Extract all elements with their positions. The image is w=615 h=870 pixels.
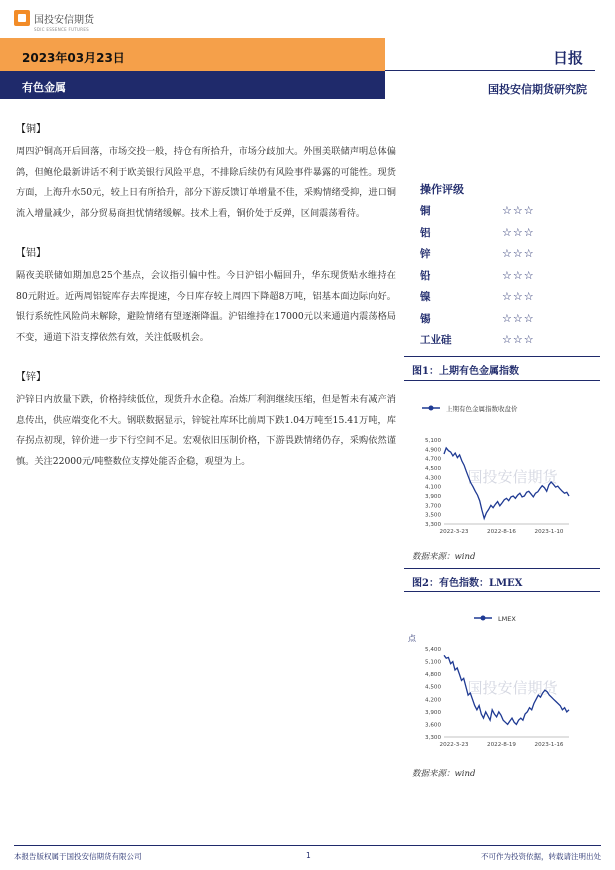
y-tick-label: 5,400 bbox=[424, 647, 441, 653]
watermark: 国投安信期货 bbox=[467, 468, 558, 486]
figure-2-source: 数据来源：wind bbox=[412, 769, 476, 779]
y-tick-label: 3,300 bbox=[424, 735, 441, 741]
figure-1-title: 图1：上期有色金属指数 bbox=[412, 366, 519, 377]
figure-divider bbox=[404, 380, 600, 381]
x-tick-label: 2023-1-16 bbox=[534, 742, 564, 748]
star-rating: ☆☆☆ bbox=[502, 268, 535, 282]
logo-text: 国投安信期货 bbox=[34, 14, 94, 26]
commentary bbox=[16, 120, 396, 492]
company-logo bbox=[14, 10, 94, 26]
section-heading: 【锌】 bbox=[16, 372, 46, 383]
y-tick-label: 4,800 bbox=[424, 672, 441, 679]
footer-disclaimer: 不可作为投资依据，转载请注明出处 bbox=[481, 852, 601, 861]
x-tick-label: 2022-3-23 bbox=[439, 742, 469, 748]
section-heading: 【铜】 bbox=[16, 124, 46, 135]
header-divider bbox=[385, 70, 595, 71]
legend-marker bbox=[429, 406, 434, 411]
watermark: 国投安信期货 bbox=[467, 679, 558, 697]
star-rating: ☆☆☆ bbox=[502, 247, 535, 261]
y-tick-label: 5,100 bbox=[424, 659, 441, 666]
figure-divider bbox=[404, 356, 600, 357]
section-text: 周四沪铜高开后回落，市场交投一般，持仓有所拾升，市场分歧加大。外围美联储声明总体偏鸽，但鲍伦最新讲话不利于欧美银行风险平息，不排除后续仍有风险事件暴露的可能性。现货方面，上海升水50元，较上日有所拾升，部分下游反馈订单增量不佳，采购情绪受抑，进口铜流入增量减少，部分贸易商担忧情绪缓解。技术上看，铜价处于反弹，区间震荡看待。 bbox=[16, 146, 396, 219]
star-rating: ☆☆☆ bbox=[502, 333, 535, 347]
figure-1-chart bbox=[404, 392, 594, 544]
section-heading: 【铝】 bbox=[16, 248, 46, 259]
section-text: 沪锌日内放量下跌，价格持续低位，现货升水企稳。冶炼厂利润继续压缩，但是暂未有减产消息传出，供应端变化不大。钢联数据显示，锌锭社库环比前周下跌1.04万吨至15.41万吨，库存拐点初现，锌价进一步下行空间不足。宏观依旧压制价格，下游畏跌情绪仍存，采购依然谨慎。关注22000元/吨整数位支撑处能否企稳，观望为上。 bbox=[16, 394, 396, 467]
rating-row-tin bbox=[420, 308, 570, 330]
logo-subtext: SDIC ESSENCE FUTURES bbox=[34, 27, 90, 32]
logo-mark-icon bbox=[14, 10, 30, 26]
report-type: 日报 bbox=[552, 49, 583, 67]
star-rating: ☆☆☆ bbox=[502, 204, 535, 218]
x-tick-label: 2022-3-23 bbox=[439, 529, 469, 535]
figure-2-title: 图2：有色指数：LMEX bbox=[412, 578, 523, 589]
legend-marker bbox=[481, 616, 486, 621]
metal-name: 锌 bbox=[420, 248, 431, 261]
star-rating: ☆☆☆ bbox=[502, 225, 535, 239]
rating-row-nickel bbox=[420, 286, 570, 308]
operations-title: 操作评级 bbox=[420, 183, 464, 196]
y-tick-label: 4,700 bbox=[424, 456, 441, 463]
y-tick-label: 4,300 bbox=[424, 475, 441, 482]
figure-2-chart bbox=[404, 604, 594, 760]
rating-row-zinc bbox=[420, 243, 570, 265]
x-tick-label: 2023-1-10 bbox=[534, 529, 564, 535]
sector-title: 有色金属 bbox=[22, 81, 66, 94]
y-tick-label: 3,900 bbox=[424, 709, 441, 716]
rating-row-lead bbox=[420, 265, 570, 287]
rating-row-silicon bbox=[420, 329, 570, 351]
section-aluminum bbox=[16, 244, 396, 348]
report-date: 2023年03月23日 bbox=[22, 51, 125, 65]
y-tick-label: 3,900 bbox=[424, 494, 441, 500]
y-tick-label: 4,500 bbox=[424, 684, 441, 691]
y-tick-label: 3,500 bbox=[424, 512, 441, 519]
y-tick-label: 3,300 bbox=[424, 522, 441, 528]
operations-list bbox=[420, 200, 570, 351]
y-tick-label: 4,900 bbox=[424, 447, 441, 454]
section-text: 隔夜美联储如期加息25个基点，会议指引偏中性。今日沪铝小幅回升，华东现货贴水维持在80元附近。近两周铝锭库存去库提速，今日库存较上周四下降超8万吨，铝基本面边际向好。银行系统性风险尚未解除，避险情绪有望逐渐降温。沪铝维持在17000元以来通道内震荡格局不变，通道下沿支撑依然有效，关注低吸机会。 bbox=[16, 270, 396, 343]
footer-divider bbox=[14, 845, 601, 846]
figure-divider bbox=[404, 568, 600, 569]
metal-name: 镍 bbox=[420, 291, 431, 304]
rating-row-aluminum bbox=[420, 222, 570, 244]
rating-row-copper bbox=[420, 200, 570, 222]
institute-name: 国投安信期货研究院 bbox=[488, 83, 587, 96]
star-rating: ☆☆☆ bbox=[502, 311, 535, 325]
x-tick-label: 2022-8-16 bbox=[487, 529, 516, 535]
y-axis-label: 点 bbox=[408, 634, 416, 643]
metal-name: 铝 bbox=[420, 226, 431, 239]
page-number: 1 bbox=[306, 851, 311, 860]
star-rating: ☆☆☆ bbox=[502, 290, 535, 304]
footer-copyright: 本报告版权属于国投安信期货有限公司 bbox=[14, 852, 142, 861]
y-tick-label: 5,100 bbox=[424, 438, 441, 444]
figure-1-source: 数据来源：wind bbox=[412, 552, 476, 562]
section-copper bbox=[16, 120, 396, 224]
y-tick-label: 3,700 bbox=[424, 503, 441, 510]
metal-name: 铜 bbox=[420, 205, 431, 218]
y-tick-label: 4,200 bbox=[424, 697, 441, 704]
y-tick-label: 4,100 bbox=[424, 484, 441, 491]
y-tick-label: 4,500 bbox=[424, 466, 441, 472]
y-tick-label: 3,600 bbox=[424, 722, 441, 729]
section-zinc bbox=[16, 368, 396, 472]
x-tick-label: 2022-8-19 bbox=[487, 742, 516, 748]
legend-label: LMEX bbox=[498, 615, 516, 623]
figure-divider bbox=[404, 591, 600, 592]
metal-name: 锡 bbox=[420, 312, 431, 325]
metal-name: 工业硅 bbox=[420, 334, 452, 347]
metal-name: 铅 bbox=[420, 269, 431, 282]
legend-label: 上期有色金属指数收盘价 bbox=[446, 405, 518, 413]
